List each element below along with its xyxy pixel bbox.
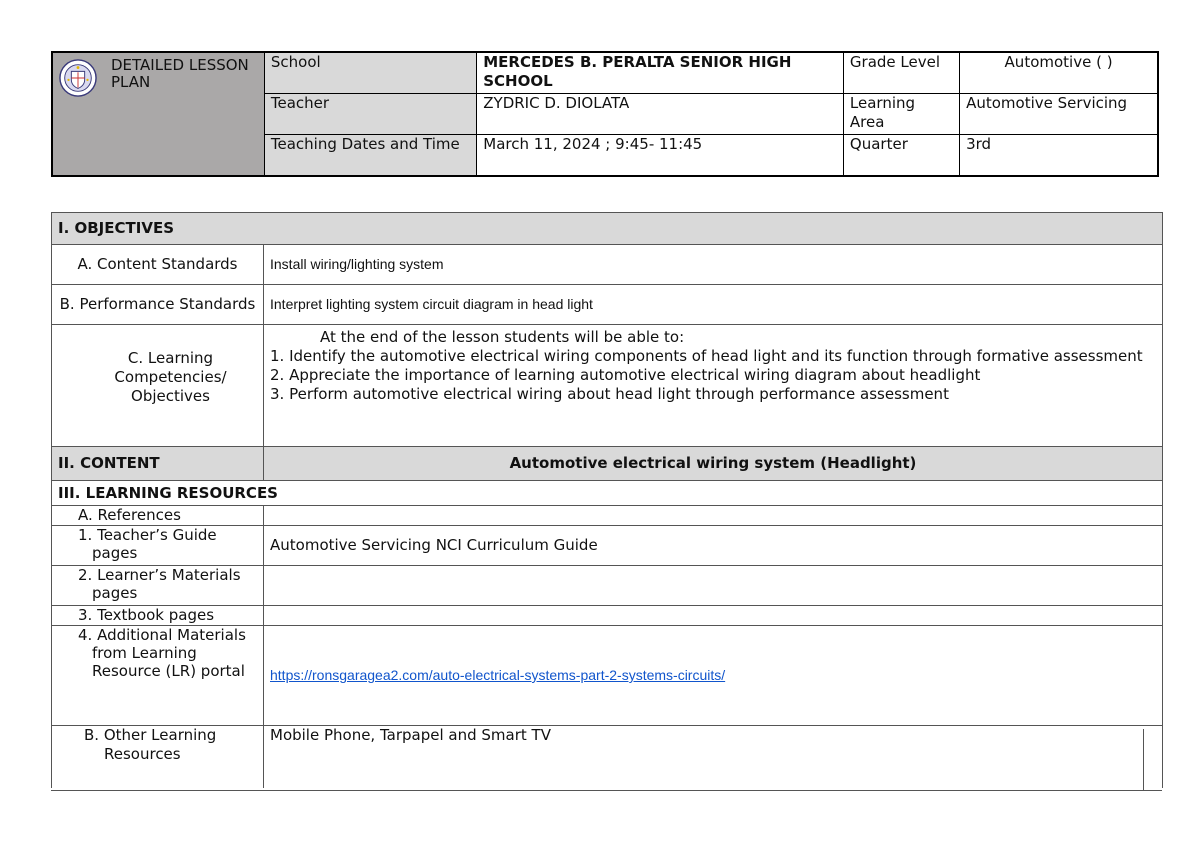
other-resources-value: Mobile Phone, Tarpapel and Smart TV [264, 726, 1163, 788]
references-value [264, 506, 1163, 526]
learners-materials-value [264, 566, 1163, 606]
teachers-guide-label: 1. Teacher’s Guide pages [52, 526, 264, 566]
header-table [51, 51, 1159, 177]
content-standards-label: A. Content Standards [52, 245, 264, 285]
lesson-plan-title: DETAILED LESSON PLAN [111, 56, 249, 91]
teacher-label: Teacher [264, 94, 476, 135]
grade-level-value: Automotive ( ) [960, 52, 1158, 94]
table-bottom-rule [51, 790, 1162, 791]
table-right-edge [1143, 729, 1144, 791]
objective-item: 1. Identify the automotive electrical wiring components of head light and its function through formative assessment [270, 347, 1143, 365]
learning-competencies-label: C. Learning Competencies/ Objectives [52, 325, 264, 447]
content-heading: II. CONTENT [52, 447, 264, 481]
teaching-dates-value: March 11, 2024 ; 9:45- 11:45 [477, 135, 844, 177]
objective-item: 2. Appreciate the importance of learning automotive electrical wiring diagram about headlight [270, 366, 981, 384]
quarter-label: Quarter [843, 135, 959, 177]
lesson-plan-table [51, 212, 1163, 788]
lr-portal-link[interactable]: https://ronsgaragea2.com/auto-electrical-systems-part-2-systems-circuits/ [270, 667, 726, 683]
additional-materials-label: 4. Additional Materials from Learning Resource (LR) portal [52, 626, 264, 726]
textbook-pages-label: 3. Textbook pages [52, 606, 264, 626]
performance-standards-label: B. Performance Standards [52, 285, 264, 325]
additional-materials-cell [264, 626, 1163, 726]
textbook-pages-value [264, 606, 1163, 626]
learning-area-label: Learning Area [843, 94, 959, 135]
learning-area-value: Automotive Servicing [960, 94, 1158, 135]
learning-resources-heading: III. LEARNING RESOURCES [52, 481, 1163, 506]
school-label: School [264, 52, 476, 94]
quarter-value: 3rd [960, 135, 1158, 177]
other-resources-label: B. Other Learning Resources [52, 726, 264, 788]
objectives-intro: At the end of the lesson students will be able to: [320, 328, 685, 346]
objective-item: 3. Perform automotive electrical wiring about head light through performance assessment [270, 385, 949, 403]
learners-materials-label: 2. Learner’s Materials pages [52, 566, 264, 606]
teaching-dates-label: Teaching Dates and Time [264, 135, 476, 177]
grade-level-label: Grade Level [843, 52, 959, 94]
content-value: Automotive electrical wiring system (Headlight) [264, 447, 1163, 481]
title-cell [52, 52, 264, 176]
deped-seal-icon [59, 59, 97, 97]
objectives-heading: I. OBJECTIVES [52, 213, 1163, 245]
teacher-value: ZYDRIC D. DIOLATA [477, 94, 844, 135]
content-standards-value: Install wiring/lighting system [264, 245, 1163, 285]
teachers-guide-value: Automotive Servicing NCI Curriculum Guide [264, 526, 1163, 566]
school-value: MERCEDES B. PERALTA SENIOR HIGH SCHOOL [477, 52, 844, 94]
objectives-list [264, 325, 1163, 447]
references-label: A. References [52, 506, 264, 526]
performance-standards-value: Interpret lighting system circuit diagram in head light [264, 285, 1163, 325]
